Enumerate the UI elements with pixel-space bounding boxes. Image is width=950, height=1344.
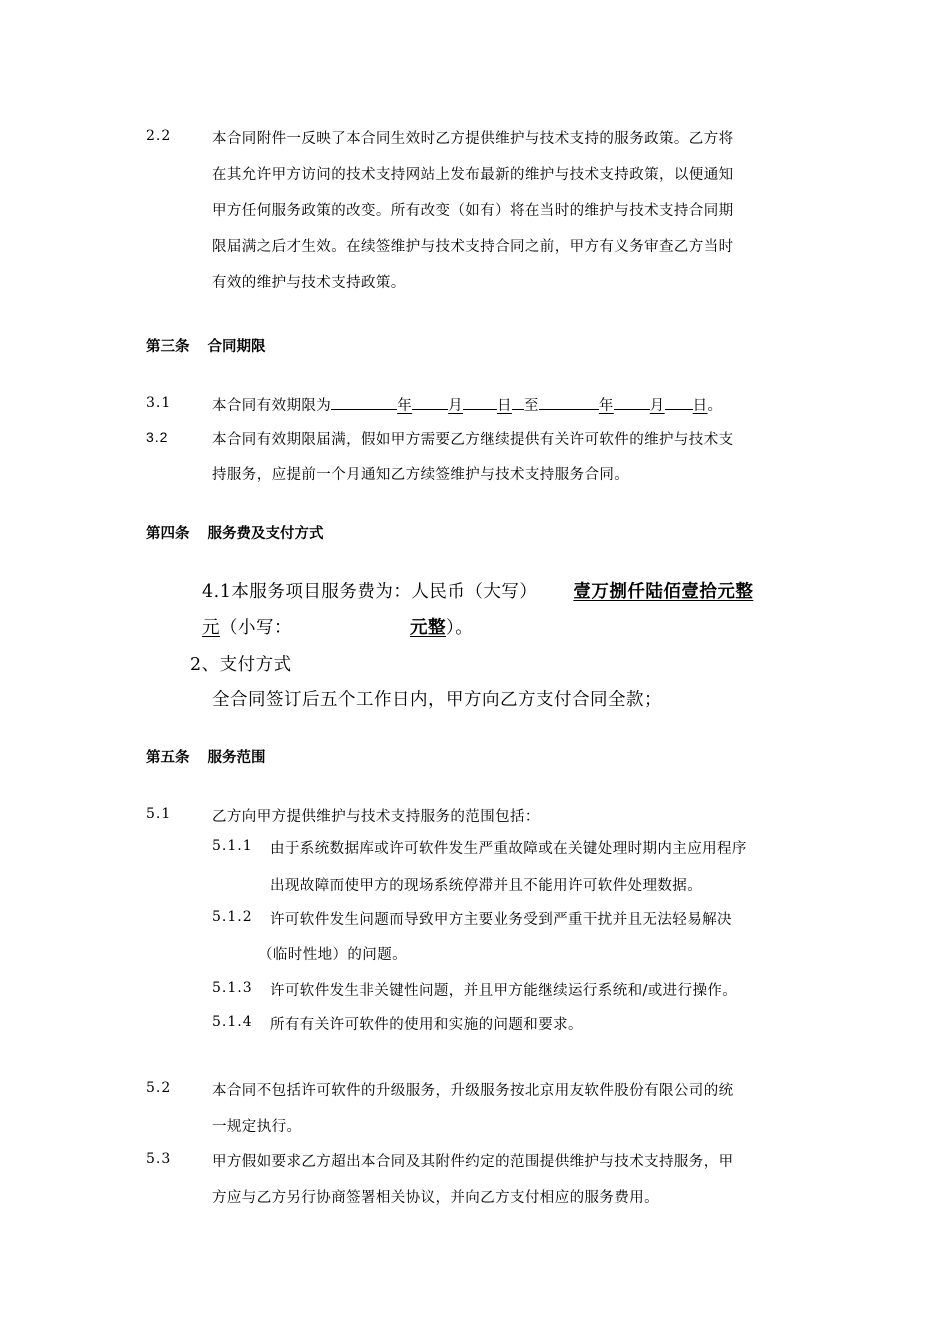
year-unit: 年 <box>598 398 614 414</box>
clause-2-2-line-2: 在其允许甲方访问的技术支持网站上发布最新的维护与技术支持政策，以便通知 <box>212 167 734 183</box>
fee-amount-lower: 元整 <box>410 618 446 638</box>
day-unit: 日 <box>692 398 708 414</box>
article-title: 服务费及支付方式 <box>207 525 324 542</box>
clause-2-2-line-5: 有效的维护与技术支持政策。 <box>212 275 406 291</box>
subclause-5-1-1-line-1: 由于系统数据库或许可软件发生严重故障或在关键处理时期内主应用程序 <box>270 841 747 857</box>
start-day-blank[interactable] <box>463 395 497 410</box>
article-label: 第五条 <box>146 749 190 766</box>
clause-3-2-line-2: 持服务，应提前一个月通知乙方续签维护与技术支持服务合同。 <box>212 467 630 483</box>
fee-lower-prefix: （小写： <box>220 618 292 638</box>
subclause-5-1-2-line-2: （临时性地）的问题。 <box>258 947 407 963</box>
to-word: 至 <box>523 398 539 414</box>
subclause-5-1-1-line-2: 出现故障而使甲方的现场系统停滞并且不能用许可软件处理数据。 <box>270 878 703 894</box>
clause-5-2-line-1: 本合同不包括许可软件的升级服务，升级服务按北京用友软件股份有限公司的统 <box>212 1083 734 1099</box>
clause-5-3-line-1: 甲方假如要求乙方超出本合同及其附件约定的范围提供维护与技术支持服务，甲 <box>212 1154 734 1170</box>
clause-number: 3.2 <box>146 429 169 445</box>
article-5-heading <box>146 746 266 767</box>
clause-5-1-text: 乙方向甲方提供维护与技术支持服务的范围包括： <box>212 809 540 825</box>
end-year-blank[interactable] <box>539 395 599 410</box>
article-3-heading <box>146 335 266 356</box>
term-end: 。 <box>707 398 723 414</box>
article-label: 第四条 <box>146 525 190 542</box>
article-title: 服务范围 <box>207 749 266 766</box>
clause-number: 5.3 <box>146 1151 172 1167</box>
payment-text: 全合同签订后五个工作日内，甲方向乙方支付合同全款； <box>212 690 662 710</box>
end-day-blank[interactable] <box>665 395 693 410</box>
start-year-blank[interactable] <box>331 395 397 410</box>
clause-2-2-line-4: 限届满之后才生效。在续签维护与技术支持合同之前，甲方有义务审查乙方当时 <box>212 239 734 255</box>
clause-number: 2.2 <box>146 128 172 144</box>
subclause-5-1-3-line-1: 许可软件发生非关键性问题，并且甲方能继续运行系统和/或进行操作。 <box>270 983 738 999</box>
fee-line-1 <box>202 578 753 603</box>
subclause-number: 5.1.2 <box>212 909 253 925</box>
fee-unit: 元 <box>202 618 220 638</box>
day-unit: 日 <box>497 398 512 414</box>
subclause-5-1-4-line-1: 所有有关许可软件的使用和实施的问题和要求。 <box>270 1017 583 1033</box>
term-prefix: 本合同有效期限为 <box>212 398 332 414</box>
clause-5-2-line-2: 一规定执行。 <box>212 1119 302 1135</box>
clause-3-2-line-1: 本合同有效期限届满，假如甲方需要乙方继续提供有关许可软件的维护与技术支 <box>212 432 734 448</box>
month-unit: 月 <box>448 398 464 414</box>
subclause-number: 5.1.4 <box>212 1014 253 1030</box>
clause-2-2-line-1: 本合同附件一反映了本合同生效时乙方提供维护与技术支持的服务政策。乙方将 <box>212 131 734 147</box>
subclause-number: 5.1.3 <box>212 980 253 996</box>
fee-amount-upper: 壹万捌仟陆佰壹拾元整 <box>573 582 754 602</box>
article-4-heading <box>146 522 324 543</box>
subclause-number: 5.1.1 <box>212 838 253 854</box>
clause-2-2-line-3: 甲方任何服务政策的改变。所有改变（如有）将在当时的维护与技术支持合同期 <box>212 203 734 219</box>
clause-3-1-text <box>212 394 722 415</box>
fee-prefix: 4.1本服务项目服务费为：人民币（大写） <box>202 582 538 602</box>
article-title: 合同期限 <box>207 338 266 355</box>
clause-number: 5.2 <box>146 1080 172 1096</box>
gap-blank <box>512 395 524 410</box>
clause-5-3-line-2: 方应与乙方另行协商签署相关协议，并向乙方支付相应的服务费用。 <box>212 1190 659 1206</box>
start-month-blank[interactable] <box>412 395 448 410</box>
fee-lower-end: ）。 <box>446 618 474 638</box>
payment-heading: 2、支付方式 <box>190 655 292 675</box>
subclause-5-1-2-line-1: 许可软件发生问题而导致甲方主要业务受到严重干扰并且无法轻易解决 <box>270 912 732 928</box>
year-unit: 年 <box>397 398 413 414</box>
end-month-blank[interactable] <box>614 395 650 410</box>
clause-number: 5.1 <box>146 806 172 822</box>
fee-line-2 <box>202 614 473 639</box>
article-label: 第三条 <box>146 338 190 355</box>
month-unit: 月 <box>649 398 665 414</box>
clause-number: 3.1 <box>146 395 172 411</box>
